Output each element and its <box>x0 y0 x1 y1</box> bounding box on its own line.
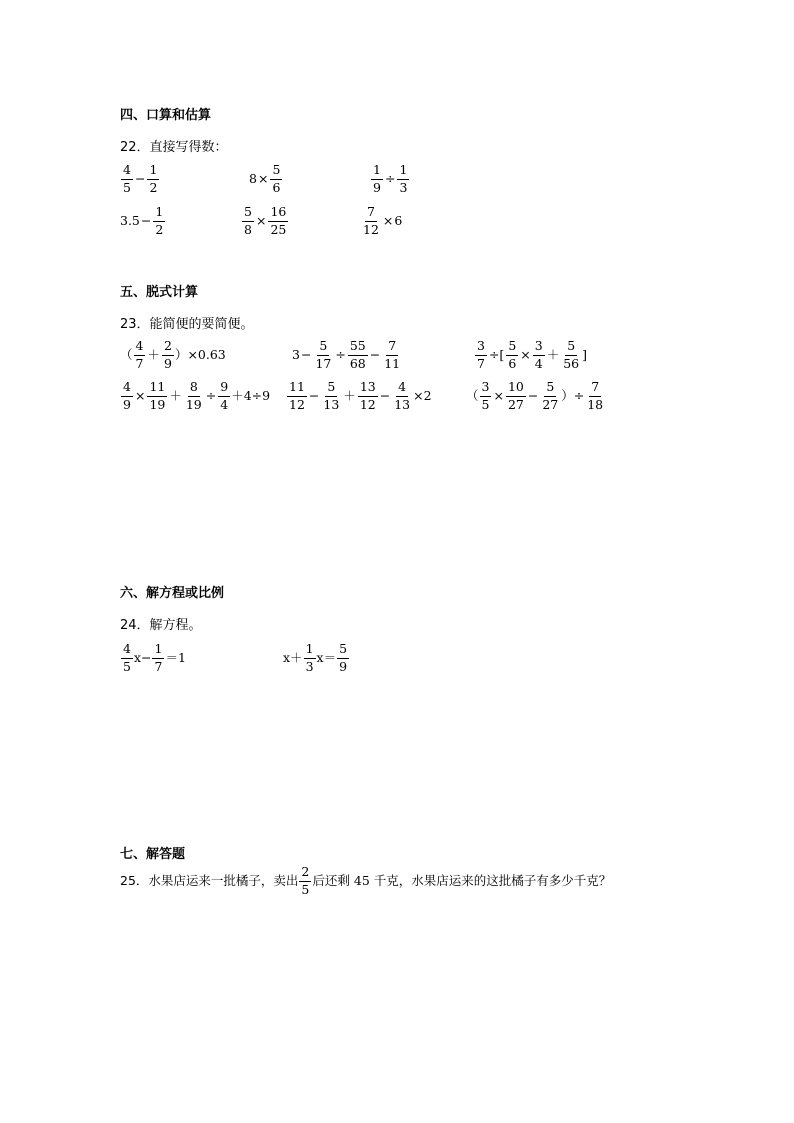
q22-expr-6: $\frac{7}{12}$ × 6 <box>363 204 403 237</box>
fraction: $\frac{2}{9}$ <box>163 338 172 371</box>
fraction: $\frac{4}{5}$ <box>123 641 131 674</box>
fraction: $\frac{11}{12}$ <box>289 379 305 412</box>
q23-expr-1: （ $\frac{4}{7}$ ＋ $\frac{2}{9}$ ） ×0.63 <box>120 338 226 371</box>
fraction: $\frac{5}{6}$ <box>272 162 281 195</box>
fraction: $\frac{5}{9}$ <box>339 641 348 674</box>
fraction: $\frac{4}{13}$ <box>394 379 411 412</box>
fraction: $\frac{7}{12}$ <box>363 204 379 237</box>
fraction: $\frac{4}{5}$ <box>123 162 131 195</box>
fraction: $\frac{1}{9}$ <box>373 162 381 195</box>
fraction: $\frac{10}{27}$ <box>507 379 524 412</box>
fraction: $\frac{16}{25}$ <box>270 204 287 237</box>
question-25: 25．水果店运来一批橘子，卖出 $\frac{2}{5}$ 后还剩 45 千克，水果店运来的这批橘子有多少千克？ <box>120 864 612 897</box>
section-heading-6: 六、解方程或比例 <box>120 586 225 601</box>
section-heading-7: 七、解答题 <box>120 847 186 862</box>
fraction: $\frac{4}{9}$ <box>123 379 131 412</box>
fraction: $\frac{7}{11}$ <box>384 338 401 371</box>
fraction: $\frac{5}{6}$ <box>508 338 517 371</box>
q23-expr-2: 3 − $\frac{5}{17}$ ÷ $\frac{55}{68}$ − $\frac{7}{11}$ <box>292 338 401 371</box>
q22-expr-4: 3.5 − $\frac{1}{2}$ <box>120 204 164 237</box>
fraction: $\frac{11}{19}$ <box>149 379 166 412</box>
fraction: $\frac{8}{19}$ <box>185 379 202 412</box>
fraction: $\frac{5}{17}$ <box>315 338 332 371</box>
question-23: 23．能简便的要简便。 <box>120 317 254 332</box>
fraction: $\frac{1}{3}$ <box>305 641 314 674</box>
question-24: 24．解方程。 <box>120 618 202 633</box>
q24-equation-1: $\frac{4}{5}$ x− $\frac{1}{7}$ ＝1 <box>123 641 186 674</box>
q23-expr-6: （ $\frac{3}{5}$ × $\frac{10}{27}$ − $\frac{5}{27}$ ）÷ $\frac{7}{18}$ <box>466 379 604 412</box>
fraction: $\frac{5}{56}$ <box>563 338 580 371</box>
q22-expr-3: $\frac{1}{9}$ ÷ $\frac{1}{3}$ <box>373 162 408 195</box>
q22-expr-1: $\frac{4}{5}$ − $\frac{1}{2}$ <box>123 162 158 195</box>
q22-expr-2: 8 × $\frac{5}{6}$ <box>249 162 281 195</box>
section-heading-5: 五、脱式计算 <box>120 285 199 300</box>
fraction: $\frac{9}{4}$ <box>220 379 229 412</box>
fraction: $\frac{7}{18}$ <box>587 379 604 412</box>
q24-equation-2: x＋ $\frac{1}{3}$ x＝ $\frac{5}{9}$ <box>283 641 348 674</box>
q23-expr-4: $\frac{4}{9}$ × $\frac{11}{19}$ ＋ $\frac{8}{19}$ ÷ $\frac{9}{4}$ ＋4÷9 <box>123 379 271 412</box>
fraction: $\frac{1}{3}$ <box>399 162 408 195</box>
q23-expr-5: $\frac{11}{12}$ − $\frac{5}{13}$ ＋ $\frac{13}{12}$ − $\frac{4}{13}$ ×2 <box>289 379 432 412</box>
q23-expr-3: $\frac{3}{7}$ ÷[ $\frac{5}{6}$ × $\frac{3}{4}$ ＋ $\frac{5}{56}$ ] <box>477 338 588 371</box>
fraction: $\frac{4}{7}$ <box>135 338 144 371</box>
fraction: $\frac{13}{12}$ <box>359 379 376 412</box>
fraction: $\frac{1}{2}$ <box>155 204 164 237</box>
fraction: $\frac{5}{13}$ <box>323 379 340 412</box>
fraction: $\frac{5}{8}$ <box>244 204 252 237</box>
question-22: 22．直接写得数： <box>120 140 228 155</box>
q22-expr-5: $\frac{5}{8}$ × $\frac{16}{25}$ <box>244 204 287 237</box>
fraction: $\frac{3}{7}$ <box>477 338 485 371</box>
fraction: $\frac{1}{2}$ <box>149 162 158 195</box>
fraction: $\frac{3}{4}$ <box>534 338 543 371</box>
fraction: $\frac{1}{7}$ <box>154 641 163 674</box>
fraction: $\frac{5}{27}$ <box>542 379 559 412</box>
fraction: $\frac{2}{5}$ <box>301 864 310 897</box>
section-heading-4: 四、口算和估算 <box>120 108 212 123</box>
fraction: $\frac{55}{68}$ <box>349 338 366 371</box>
fraction: $\frac{3}{5}$ <box>481 379 490 412</box>
